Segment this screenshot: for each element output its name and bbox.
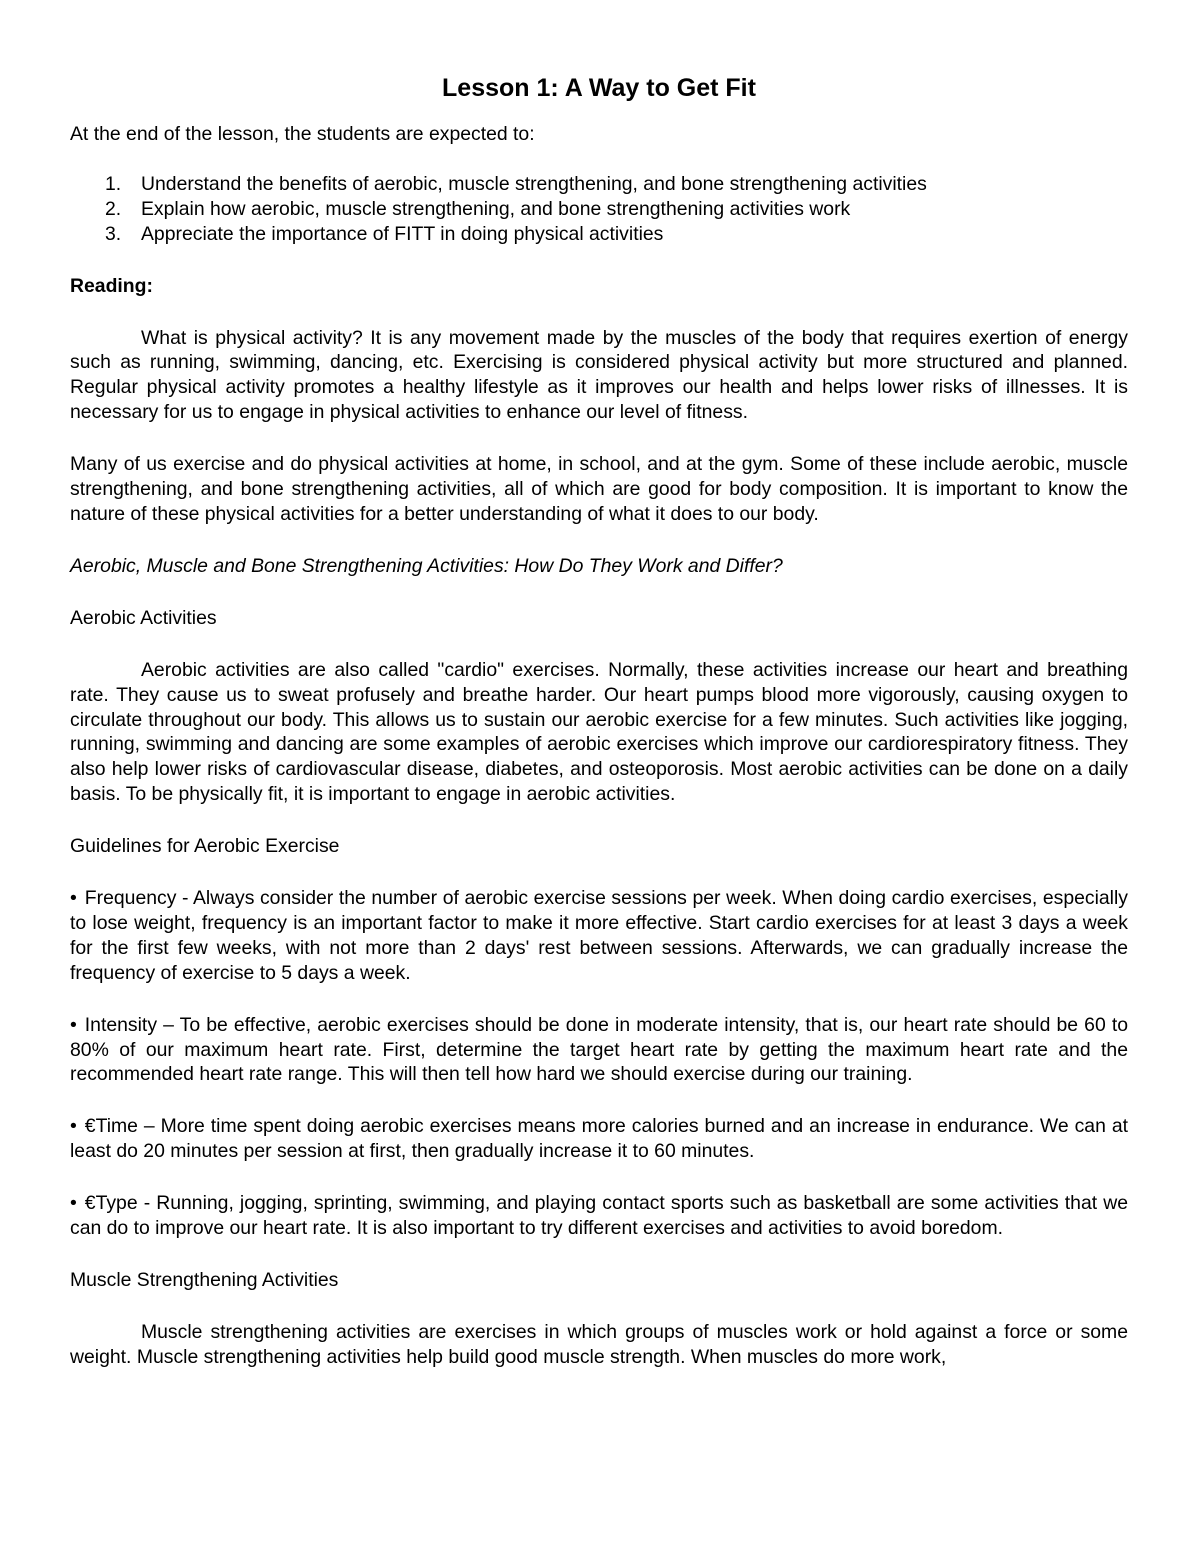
muscle-paragraph: Muscle strengthening activities are exercises in which groups of muscles work or hold against a force or some weight. Muscle strengthening activities help build good muscle strength. When muscles do more work, xyxy=(70,1320,1128,1368)
bullet-icon: • xyxy=(70,1115,77,1138)
aerobic-heading: Aerobic Activities xyxy=(70,606,217,629)
muscle-heading: Muscle Strengthening Activities xyxy=(70,1269,339,1291)
bullet-icon: • xyxy=(70,887,77,910)
bullet-icon: • xyxy=(70,1192,77,1215)
bullet-icon: • xyxy=(70,1013,77,1036)
objective-text: Understand the benefits of aerobic, muscle strengthening, and bone strengthening activities xyxy=(141,172,927,195)
objective-item xyxy=(70,222,1128,247)
objective-item xyxy=(70,197,1128,222)
objective-number: 2. xyxy=(105,197,122,220)
reading-label: Reading: xyxy=(70,274,153,297)
guideline-text: €Time – More time spent doing aerobic exercises means more calories burned and an increase in endurance. We can at least do 20 minutes per session at first, then gradually increase it to 60 minutes. xyxy=(70,1115,1128,1163)
guideline-text: Intensity – To be effective, aerobic exercises should be done in moderate intensity, that is, our heart rate should be 60 to 80% of our maximum heart rate. First, determine the target heart rate by getting the maximum heart rate and the recommended heart rate range. This will then tell how hard we should exercise during our training. xyxy=(70,1013,1128,1086)
guideline-time xyxy=(70,1114,1128,1164)
guideline-text: Frequency - Always consider the number of aerobic exercise sessions per week. When doing cardio exercises, especially to lose weight, frequency is an important factor to make it more effective. Start cardio exercises for at least 3 days a week for the first few weeks, with not more than 2 days' rest between sessions. Afterwards, we can gradually increase the frequency of exercise to 5 days a week. xyxy=(70,887,1128,984)
reading-paragraph-1: What is physical activity? It is any movement made by the muscles of the body that requires exertion of energy such as running, swimming, dancing, etc. Exercising is considered physical activity but more structured and planned. Regular physical activity promotes a healthy lifestyle as it improves our health and helps lower risks of illnesses. It is necessary for us to engage in physical activities to enhance our level of fitness. xyxy=(70,326,1128,424)
objective-number: 1. xyxy=(105,172,122,195)
objective-number: 3. xyxy=(105,222,122,245)
guidelines-heading: Guidelines for Aerobic Exercise xyxy=(70,835,340,858)
intro-text: At the end of the lesson, the students are expected to: xyxy=(70,123,535,145)
guideline-frequency xyxy=(70,886,1128,986)
lesson-title: Lesson 1: A Way to Get Fit xyxy=(442,74,756,102)
objective-text: Appreciate the importance of FITT in doing physical activities xyxy=(141,222,664,245)
guideline-intensity xyxy=(70,1013,1128,1088)
document-page xyxy=(70,72,1128,1370)
objective-text: Explain how aerobic, muscle strengthening, and bone strengthening activities work xyxy=(141,197,851,220)
guideline-text: €Type - Running, jogging, sprinting, swimming, and playing contact sports such as basketball are some activities that we can do to improve our heart rate. It is also important to try different exercises and activities to avoid boredom. xyxy=(70,1192,1128,1240)
objective-item xyxy=(70,172,1128,197)
section-heading: Aerobic, Muscle and Bone Strengthening Activities: How Do They Work and Differ? xyxy=(70,554,783,577)
reading-paragraph-2: Many of us exercise and do physical activities at home, in school, and at the gym. Some of these include aerobic, muscle strengthening, and bone strengthening activities, all of which are good for body composition. It is important to know the nature of these physical activities for a better understanding of what it does to our body. xyxy=(70,453,1128,525)
aerobic-paragraph: Aerobic activities are also called "cardio" exercises. Normally, these activities increase our heart and breathing rate. They cause us to sweat profusely and breathe harder. Our heart pumps blood more vigorously, causing oxygen to circulate throughout our body. This allows us to sustain our aerobic exercise for a few minutes. Such activities like jogging, running, swimming and dancing are some examples of aerobic exercises which improve our cardiorespiratory fitness. They also help lower risks of cardiovascular disease, diabetes, and osteoporosis. Most aerobic activities can be done on a daily basis. To be physically fit, it is important to engage in aerobic activities. xyxy=(70,658,1128,806)
objectives-list xyxy=(70,172,1128,247)
guideline-type xyxy=(70,1191,1128,1241)
